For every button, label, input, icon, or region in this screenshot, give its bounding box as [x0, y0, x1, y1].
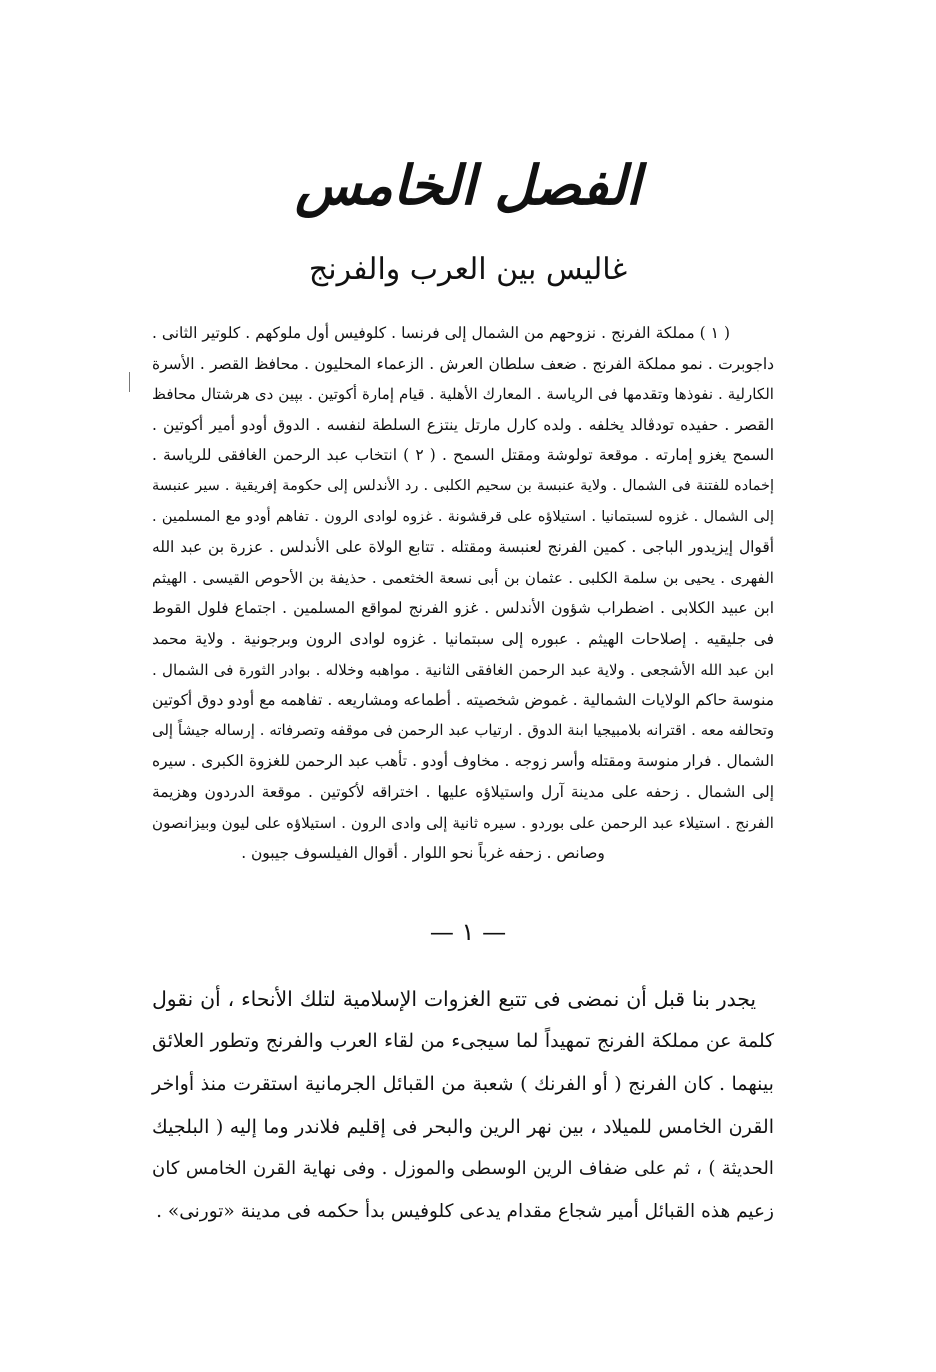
summary-line: القصر . حفيده تودڤالد يخلفه . ولده كارل مارتل ينتزع السلطة لنفسه . الدوق أودو أمير أكوتين .	[152, 415, 774, 434]
summary-line: داجوبرت . نمو مملكة الفرنج . ضعف سلطان العرش . الزعماء المحليون . محافظ القصر . الأسرة	[152, 354, 774, 373]
chapter-title: الفصل الخامس	[295, 153, 641, 217]
body-line: القرن الخامس للميلاد ، بين نهر الرين والبحر فى إقليم فلاندر وما إليه ( البلجيك	[152, 1114, 774, 1138]
summary-line: الشمال . فرار منوسة ومقتله وأسر زوجه . مخاوف أودو . تأهب عبد الرحمن للغزوة الكبرى . سيره	[152, 752, 774, 771]
summary-line: إخماده للفتنة فى الشمال . ولاية عنبسة بن سحيم الكلبى . رد الأندلس إلى حكومة إفريقية . سير عنبسة	[152, 477, 774, 494]
summary-line: وتحالفه معه . اقترانه بلامبيجيا ابنة الدوق . ارتياب عبد الرحمن فى موقفه وتصرفاته . إرساله جيشاً إلى	[152, 721, 774, 739]
body-line: زعيم هذه القبائل أمير شجاع مقدام يدعى كلوفيس بدأ حكمه فى مدينة «تورنى» .	[156, 1200, 774, 1222]
chapter-subtitle: غاليس بين العرب والفرنج	[308, 252, 628, 287]
body-line: بينهما . كان الفرنج ( أو الفرنك ) شعبة من القبائل الجرمانية استقرت منذ أواخر	[152, 1072, 774, 1095]
summary-line: ( ١ ) مملكة الفرنج . نزوحهم من الشمال إلى فرنسا . كلوفيس أول ملوكهم . كلوتير الثانى .	[152, 324, 731, 342]
summary-line: ابن عبد الله الأشجعى . ولاية عبد الرحمن الغافقى الثانية . مواهبه وخلاله . بوادر الثورة فى الشمال .	[152, 660, 774, 679]
summary-line: أقوال إيزيدور الباجى . كمين الفرنج لعنبسة ومقتله . تتابع الولاة على الأندلس . عزرة بن عبد الله	[152, 538, 774, 557]
summary-line: منوسة حاكم الولايات الشمالية . غموض شخصيته . أطماعه ومشاريعه . تفاهمه مع أودو دوق أكوتين	[152, 691, 774, 710]
summary-line: فى جليقيه . إصلاحات الهيثم . عبوره إلى سبتمانيا . غزوه لوادى الرون وبرجونية . ولاية محمد	[152, 629, 774, 648]
section-number: — ١ —	[429, 918, 507, 946]
body-line: الحديثة ) ، ثم على ضفاف الرين الوسطى والموزل . وفى نهاية القرن الخامس كان	[152, 1158, 774, 1179]
body-line: يجدر بنا قبل أن نمضى فى تتبع الغزوات الإسلامية لتلك الأنحاء ، أن نقول	[152, 987, 756, 1011]
margin-mark	[129, 372, 130, 392]
summary-line: الفرنج . استيلاء عبد الرحمن على بوردو . سيره ثانية إلى وادى الرون . استيلاؤه على ليون وبيزانصون	[152, 813, 774, 832]
summary-line: إلى الشمال . زحفه على مدينة آرل واستيلاؤه عليها . اختراقه لأكوتين . موقعة الدردون وهزيمة	[152, 782, 774, 801]
summary-line: السمح يغزو إمارته . موقعة تولوشة ومقتل السمح . ( ٢ ) انتخاب عبد الرحمن الغافقى للرياسة .	[152, 446, 774, 465]
summary-line: الكارلية . نفوذها وتقدمها فى الرياسة . المعارك الأهلية . قيام إمارة أكوتين . بپين دى هرشتال محافظ	[152, 385, 774, 404]
chapter-summary	[152, 318, 774, 869]
body-paragraph	[152, 978, 774, 1233]
summary-line: ابن عبيد الكلابى . اضطراب شؤون الأندلس . غزو الفرنج لمواقع المسلمين . اجتماع فلول القوط	[152, 599, 774, 618]
summary-line: إلى الشمال . غزوه لسبتمانيا . استيلاؤه على قرقشونة . غزوه لوادى الرون . تفاهم أودو مع المسلمين .	[152, 508, 774, 525]
summary-line: الفهرى . يحيى بن سلمة الكلبى . عثمان بن أبى نسعة الخثعمى . حذيفة بن الأحوص القيسى . الهيثم	[152, 568, 774, 587]
summary-line: وصانص . زحفه غرباً نحو اللوار . أقوال الفيلسوف جيبون .	[241, 844, 605, 863]
body-line: كلمة عن مملكة الفرنج تمهيداً لما سيجىء من لقاء العرب والفرنج وتطور العلائق	[152, 1030, 774, 1052]
